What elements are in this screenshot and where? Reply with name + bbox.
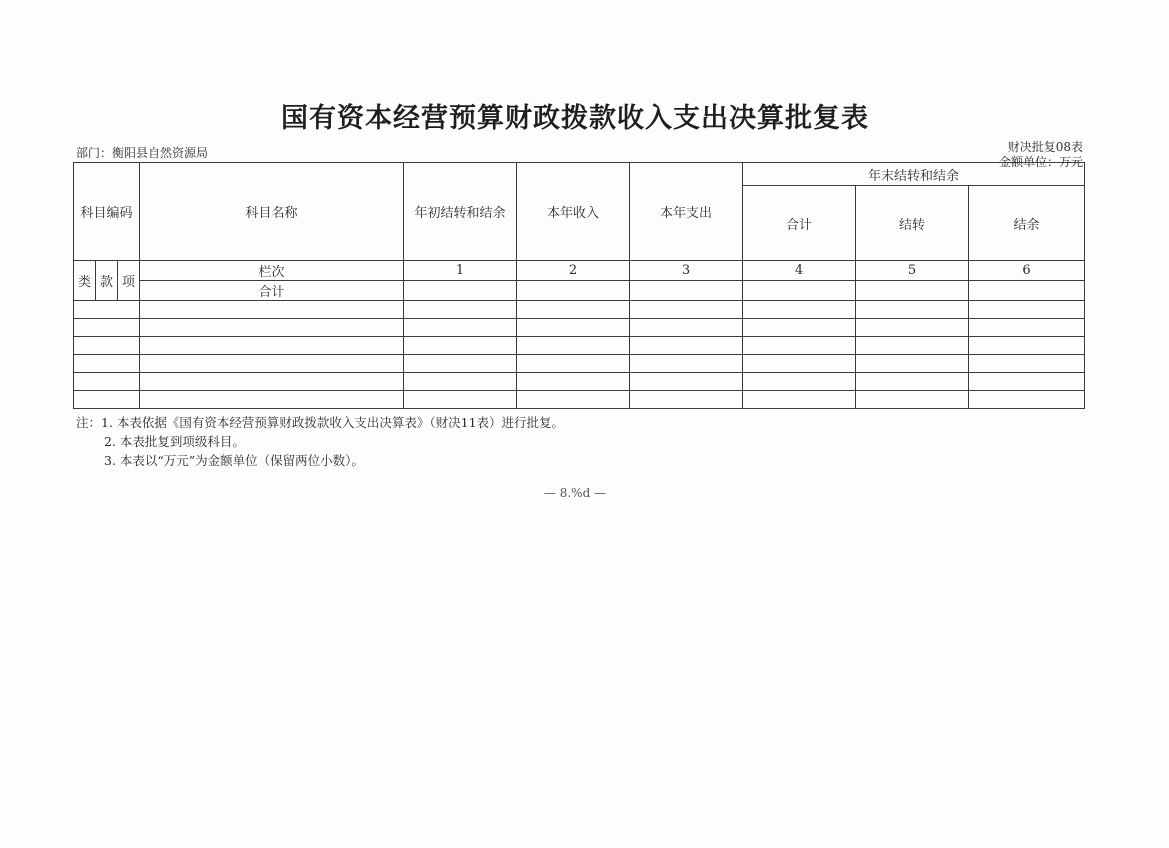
note-line-3: 3. 本表以“万元”为金额单位（保留两位小数）。 — [104, 453, 364, 468]
column-label: 栏次 — [140, 261, 404, 281]
table-cell — [969, 355, 1085, 373]
total-label: 合计 — [140, 281, 404, 301]
col-num-3: 3 — [630, 261, 743, 281]
table-cell — [74, 337, 140, 355]
table-cell — [743, 373, 856, 391]
table-cell — [74, 391, 140, 409]
table-cell — [969, 391, 1085, 409]
table-cell — [630, 355, 743, 373]
table-cell — [856, 319, 969, 337]
amount-unit: 金额单位：万元 — [998, 155, 1083, 169]
table-cell — [517, 337, 630, 355]
notes — [76, 413, 564, 470]
header-expense: 本年支出 — [630, 163, 743, 261]
table-cell — [969, 301, 1085, 319]
table-cell — [140, 319, 404, 337]
table-cell — [517, 301, 630, 319]
table-cell — [404, 337, 517, 355]
header-code-class: 类 — [74, 261, 96, 301]
table-cell — [74, 355, 140, 373]
table-cell — [856, 281, 969, 301]
header-subject-code: 科目编码 — [74, 163, 140, 261]
table-row — [74, 337, 1085, 355]
note-line-2: 2. 本表批复到项级科目。 — [104, 434, 245, 449]
col-num-2: 2 — [517, 261, 630, 281]
table-cell — [856, 355, 969, 373]
table-row — [74, 391, 1085, 409]
table-cell — [140, 373, 404, 391]
table-cell — [856, 337, 969, 355]
col-num-5: 5 — [856, 261, 969, 281]
table-cell — [74, 319, 140, 337]
table-cell — [140, 301, 404, 319]
approval-table — [73, 162, 1085, 409]
table-cell — [743, 281, 856, 301]
table-cell — [517, 319, 630, 337]
table-cell — [743, 337, 856, 355]
table-cell — [630, 373, 743, 391]
table-cell — [404, 281, 517, 301]
table-cell — [743, 355, 856, 373]
header-subject-name: 科目名称 — [140, 163, 404, 261]
header-code-item: 项 — [118, 261, 140, 301]
table-cell — [140, 391, 404, 409]
table-cell — [517, 373, 630, 391]
table-cell — [140, 337, 404, 355]
table-cell — [856, 391, 969, 409]
table-cell — [404, 319, 517, 337]
table-cell — [630, 281, 743, 301]
department-label: 部门：衡阳县自然资源局 — [76, 146, 209, 160]
table-cell — [517, 391, 630, 409]
header-closing-group: 年末结转和结余 — [743, 163, 1085, 186]
table-cell — [630, 319, 743, 337]
table-cell — [743, 391, 856, 409]
table-row — [74, 301, 1085, 319]
col-num-1: 1 — [404, 261, 517, 281]
table-row — [74, 373, 1085, 391]
header-closing-surplus: 结余 — [969, 186, 1085, 261]
table-cell — [630, 301, 743, 319]
table-cell — [630, 391, 743, 409]
table-cell — [969, 319, 1085, 337]
table-cell — [517, 281, 630, 301]
table-cell — [404, 391, 517, 409]
table-cell — [743, 301, 856, 319]
header-code-section: 款 — [96, 261, 118, 301]
table-cell — [856, 373, 969, 391]
table-row — [74, 319, 1085, 337]
table-cell — [743, 319, 856, 337]
page-title: 国有资本经营预算财政拨款收入支出决算批复表 — [281, 103, 869, 134]
header-income: 本年收入 — [517, 163, 630, 261]
table-cell — [856, 301, 969, 319]
header-closing-total: 合计 — [743, 186, 856, 261]
table-cell — [404, 373, 517, 391]
col-num-4: 4 — [743, 261, 856, 281]
page-number: — 8.%d — — [543, 486, 607, 500]
table-cell — [404, 355, 517, 373]
table-cell — [74, 373, 140, 391]
table-cell — [517, 355, 630, 373]
table-cell — [969, 337, 1085, 355]
table-row — [74, 355, 1085, 373]
header-opening-balance: 年初结转和结余 — [404, 163, 517, 261]
table-cell — [969, 373, 1085, 391]
header-closing-carry: 结转 — [856, 186, 969, 261]
table-cell — [969, 281, 1085, 301]
form-number: 财决批复08表 — [1007, 140, 1083, 154]
col-num-6: 6 — [969, 261, 1085, 281]
table-cell — [74, 301, 140, 319]
table-cell — [404, 301, 517, 319]
table-cell — [140, 355, 404, 373]
table-cell — [630, 337, 743, 355]
note-line-1: 注：1. 本表依据《国有资本经营预算财政拨款收入支出决算表》（财决11表）进行批复。 — [76, 415, 565, 430]
